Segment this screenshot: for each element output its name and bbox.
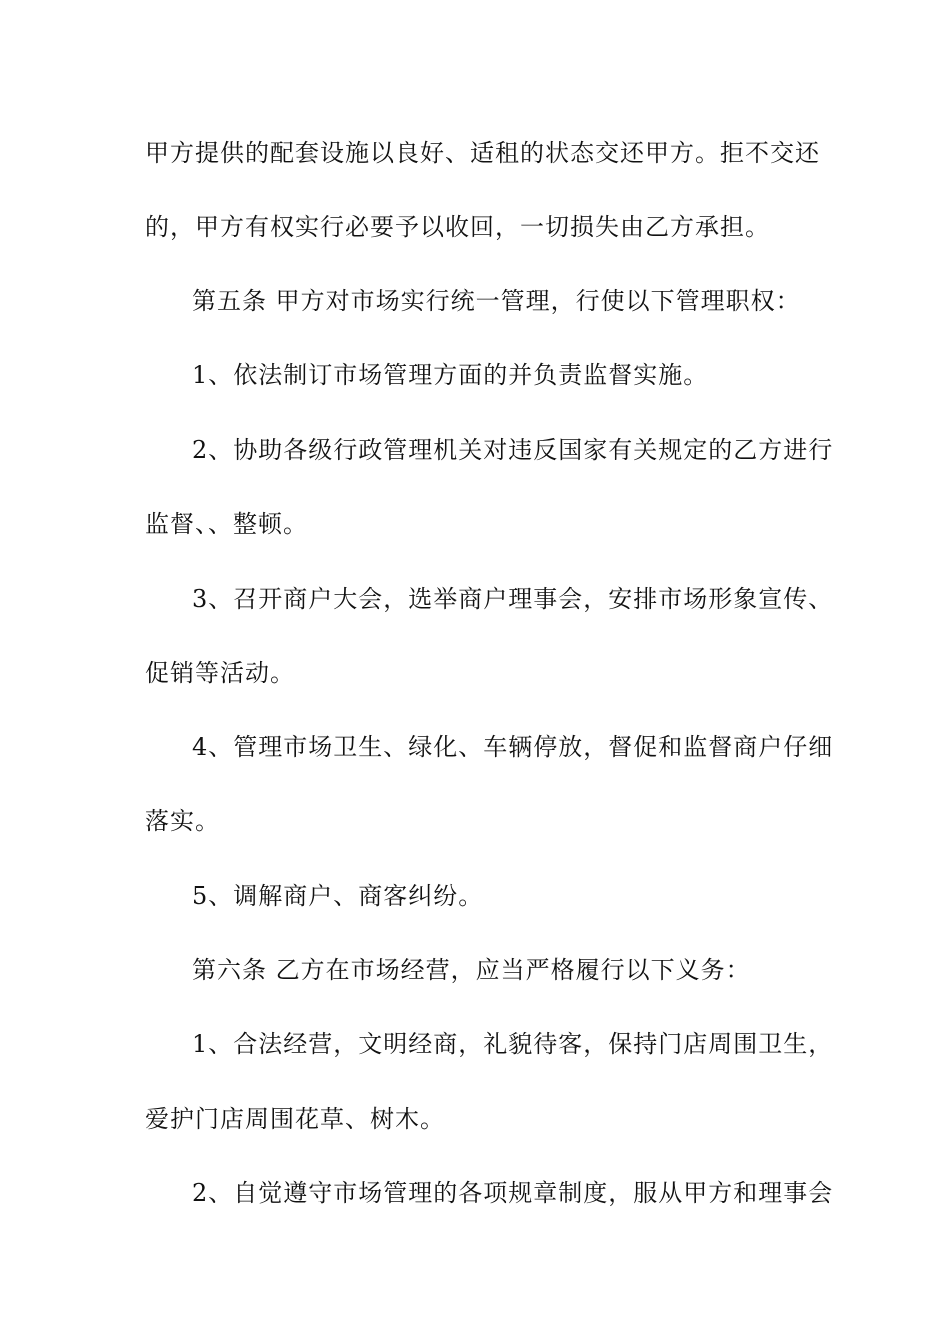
text-line: 促销等活动。 — [145, 659, 295, 687]
list-item: 1、依法制订市场管理方面的并负责监督实施。 — [192, 361, 709, 389]
text-line: 爱护门店周围花草、树木。 — [145, 1105, 445, 1133]
list-item: 2、自觉遵守市场管理的各项规章制度，服从甲方和理事会 — [192, 1179, 834, 1207]
text-line: 的，甲方有权实行必要予以收回，一切损失由乙方承担。 — [145, 213, 770, 241]
text-line: 落实。 — [145, 807, 220, 835]
list-item: 3、召开商户大会，选举商户理事会，安排市场形象宣传、 — [192, 585, 834, 613]
list-item: 4、管理市场卫生、绿化、车辆停放，督促和监督商户仔细 — [192, 733, 834, 761]
article-heading: 第五条 甲方对市场实行统一管理，行使以下管理职权： — [192, 287, 801, 315]
text-line: 监督、、整顿。 — [145, 510, 308, 538]
list-item: 2、协助各级行政管理机关对违反国家有关规定的乙方进行 — [192, 436, 834, 464]
article-heading: 第六条 乙方在市场经营，应当严格履行以下义务： — [192, 956, 751, 984]
text-line: 甲方提供的配套设施以良好、适租的状态交还甲方。拒不交还 — [145, 139, 820, 167]
list-item: 5、调解商户、商客纠纷。 — [192, 882, 484, 910]
list-item: 1、合法经营，文明经商，礼貌待客，保持门店周围卫生， — [192, 1030, 834, 1058]
